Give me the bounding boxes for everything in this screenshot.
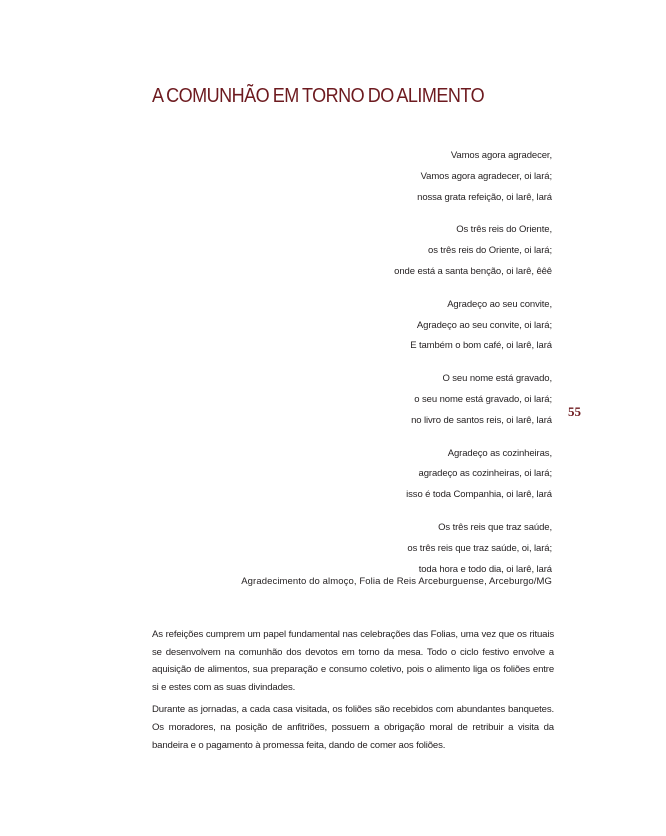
poem-line: agradeço as cozinheiras, oi lará; <box>418 468 552 480</box>
poem-line: onde está a santa benção, oi larê, êêê <box>394 265 552 277</box>
poem-stanza <box>300 518 552 580</box>
poem-line: os três reis do Oriente, oi lará; <box>428 245 552 257</box>
body-text <box>152 626 554 759</box>
poem-line: toda hora e todo dia, oi larê, lará <box>418 563 552 575</box>
poem-line: O seu nome está gravado, <box>442 373 552 385</box>
poem-credit: Agradecimento do almoço, Folia de Reis Arceburguense, Arceburgo/MG <box>241 576 552 587</box>
poem-stanza <box>300 146 552 208</box>
poem-stanza <box>300 444 552 506</box>
page-number: 55 <box>568 404 581 419</box>
page-title: A COMUNHÃO EM TORNO DO ALIMENTO <box>152 84 485 107</box>
poem-line: o seu nome está gravado, oi lará; <box>414 393 552 405</box>
poem-line: Vamos agora agradecer, <box>450 150 552 161</box>
poem-line: Agradeço ao seu convite, <box>447 298 552 310</box>
poem-line: Agradeço ao seu convite, oi lará; <box>416 319 552 331</box>
poem-line: no livro de santos reis, oi larê, lará <box>411 414 552 426</box>
poem-line: E também o bom café, oi larê, lará <box>410 340 552 352</box>
paragraph: Durante as jornadas, a cada casa visitada, os foliões são recebidos com abundantes banquetes. Os moradores, na posição de anfitriões, possuem a obrigação moral de retribuir a visita da bandeira e o pagamento à promessa feita, dando de comer aos foliões. <box>152 704 554 751</box>
poem-line: Agradeço as cozinheiras, <box>447 447 552 459</box>
poem-line: os três reis que traz saúde, oi, lará; <box>407 542 552 554</box>
poem-stanza <box>300 369 552 431</box>
poem-line: isso é toda Companhia, oi larê, lará <box>406 489 552 501</box>
poem-stanza <box>300 295 552 357</box>
poem-stanza <box>300 220 552 282</box>
poem-line: Os três reis do Oriente, <box>456 224 552 236</box>
poem-line: Os três reis que traz saúde, <box>438 521 552 533</box>
paragraph: As refeições cumprem um papel fundamental nas celebrações das Folias, uma vez que os rituais se desenvolvem na comunhão dos devotos em torno da mesa. Todo o ciclo festivo envolve a aquisição de alimentos, sua preparação e consumo coletivo, pois o alimento liga os foliões entre si e estes com as suas divindades. <box>152 629 554 693</box>
poem <box>300 146 552 592</box>
poem-line: nossa grata refeição, oi larê, lará <box>417 191 552 203</box>
poem-line: Vamos agora agradecer, oi lará; <box>420 170 552 182</box>
